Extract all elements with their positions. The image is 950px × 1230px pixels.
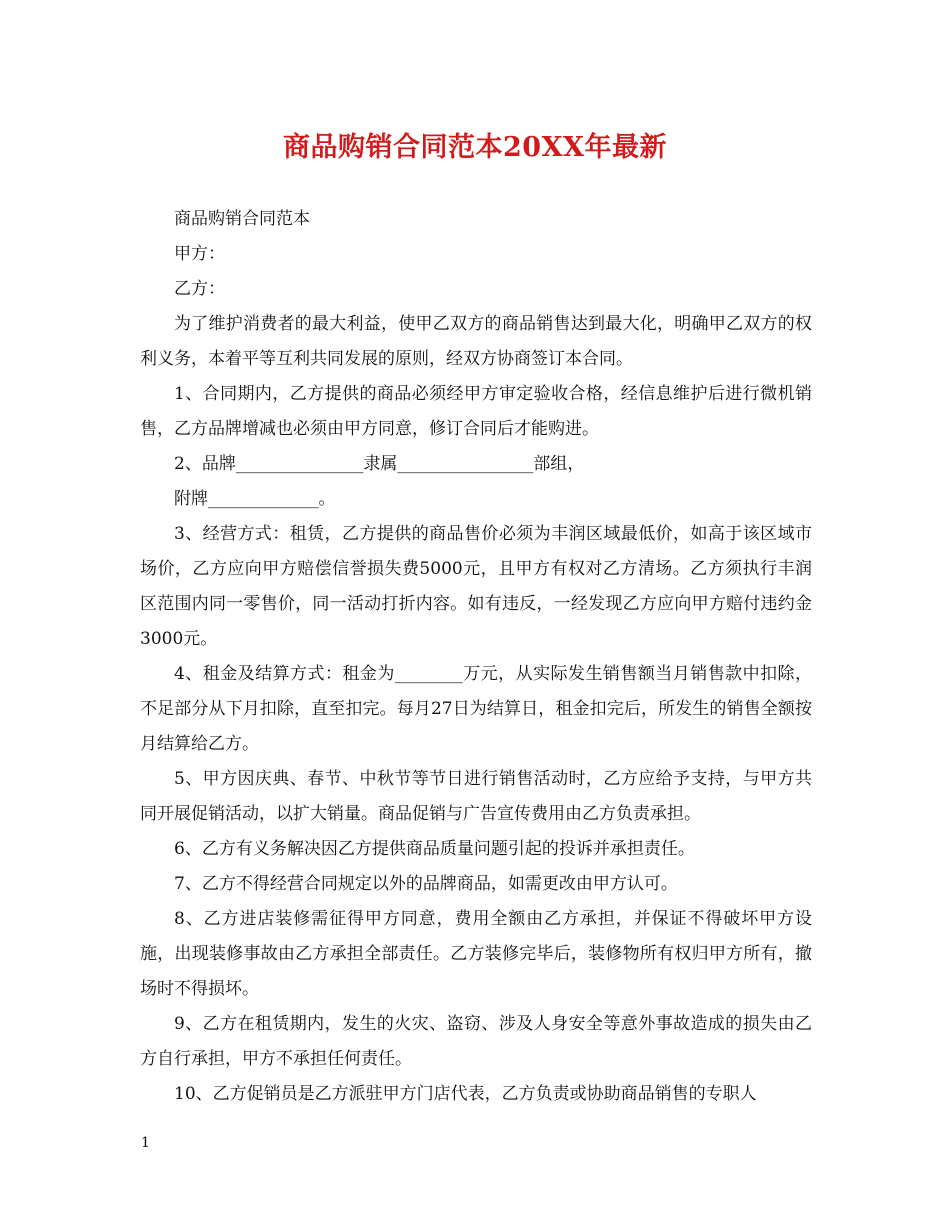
clause-4: 4、租金及结算方式：租金为________万元，从实际发生销售额当月销售款中扣除，不足部分从下月扣除，直至扣完。每月27日为结算日，租金扣完后，所发生的销售全额按月结算给乙方。 [140, 664, 812, 754]
paragraph-party-b: 乙方： [174, 279, 225, 299]
paragraph-party-a: 甲方： [174, 244, 225, 264]
paragraph-subtitle: 商品购销合同范本 [174, 209, 310, 229]
page-number: 1 [141, 1135, 150, 1151]
clause-3: 3、经营方式：租赁，乙方提供的商品售价必须为丰润区域最低价，如高于该区域市场价，乙方应向甲方赔偿信誉损失费5000元，且甲方有权对乙方清场。乙方须执行丰润区范围内同一零售价，同一活动打折内容。如有违反，一经发现乙方应向甲方赔付违约金3000元。 [140, 524, 812, 649]
document-body [140, 202, 812, 1112]
paragraph-preamble: 为了维护消费者的最大利益，使甲乙双方的商品销售达到最大化，明确甲乙双方的权利义务，本着平等互利共同发展的原则，经双方协商签订本合同。 [140, 314, 812, 369]
clause-2-brand: 2、品牌_______________隶属________________部组， [174, 454, 585, 474]
clause-7: 7、乙方不得经营合同规定以外的品牌商品，如需更改由甲方认可。 [174, 874, 678, 894]
clause-1: 1、合同期内，乙方提供的商品必须经甲方审定验收合格，经信息维护后进行微机销售，乙方品牌增减也必须由甲方同意，修订合同后才能购进。 [140, 384, 812, 439]
clause-9: 9、乙方在租赁期内，发生的火灾、盗窃、涉及人身安全等意外事故造成的损失由乙方自行承担，甲方不承担任何责任。 [140, 1014, 812, 1069]
document-title: 商品购销合同范本20XX年最新 [283, 132, 667, 163]
clause-10: 10、乙方促销员是乙方派驻甲方门店代表，乙方负责或协助商品销售的专职人 [174, 1084, 757, 1104]
clause-8: 8、乙方进店装修需征得甲方同意，费用全额由乙方承担，并保证不得破坏甲方设施，出现装修事故由乙方承担全部责任。乙方装修完毕后，装修物所有权归甲方所有，撤场时不得损坏。 [140, 909, 812, 999]
clause-2-sub-brand: 附牌_____________。 [174, 489, 336, 509]
clause-5: 5、甲方因庆典、春节、中秋节等节日进行销售活动时，乙方应给予支持，与甲方共同开展促销活动，以扩大销量。商品促销与广告宣传费用由乙方负责承担。 [140, 769, 812, 824]
clause-6: 6、乙方有义务解决因乙方提供商品质量问题引起的投诉并承担责任。 [174, 839, 695, 859]
